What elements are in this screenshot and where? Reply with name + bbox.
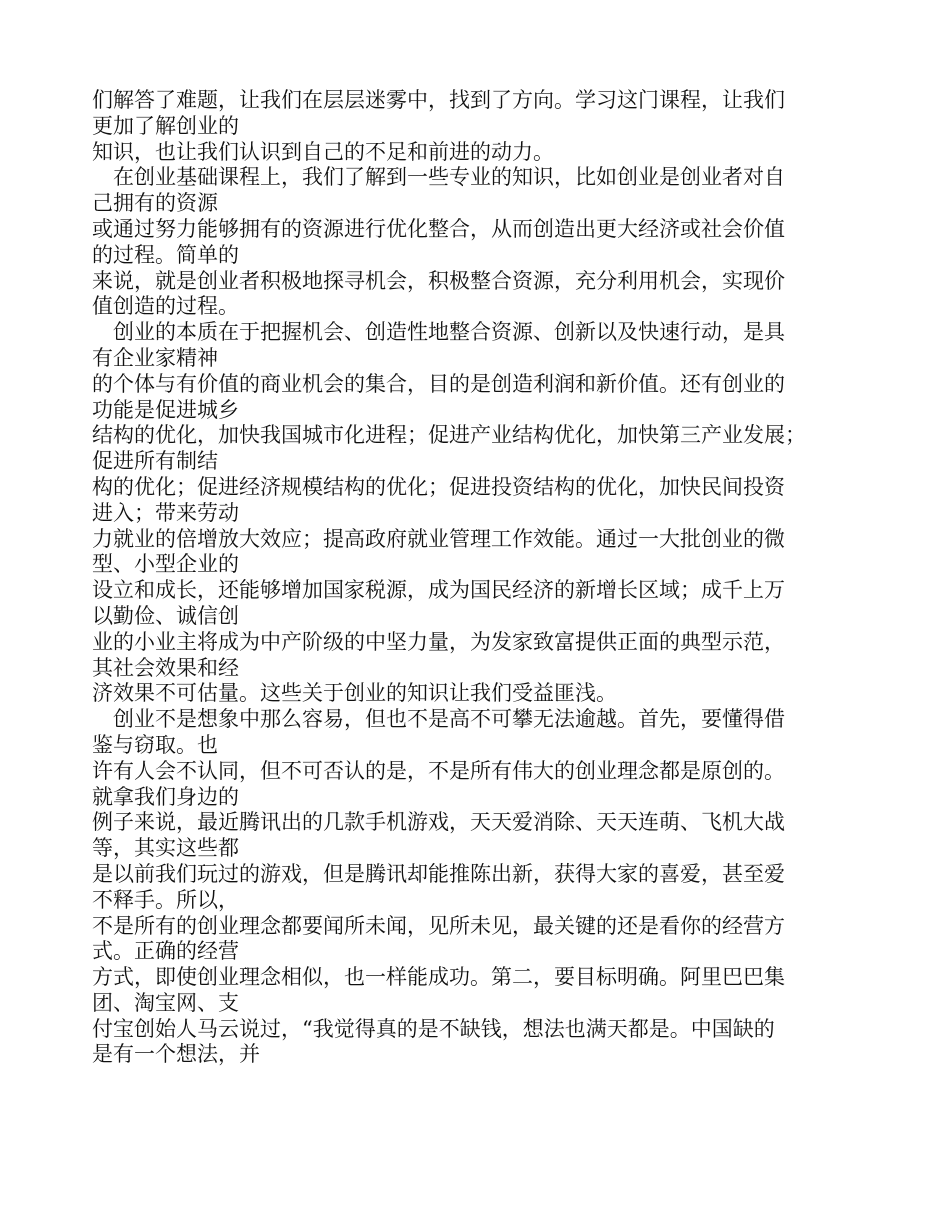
text-line: 方式，即使创业理念相似，也一样能成功。第二，要目标明确。阿里巴巴集 (92, 965, 785, 990)
text-line: 来说，就是创业者积极地探寻机会，积极整合资源，充分利用机会，实现价 (92, 268, 785, 293)
text-line: 鉴与窃取。也 (92, 732, 218, 757)
text-line: 团、淘宝网、支 (92, 990, 239, 1015)
text-line: 功能是促进城乡 (92, 397, 239, 422)
text-line: 在创业基础课程上，我们了解到一些专业的知识，比如创业是创业者对自 (92, 165, 785, 190)
text-line: 创业不是想象中那么容易，但也不是高不可攀无法逾越。首先，要懂得借 (92, 707, 785, 732)
text-line: 业的小业主将成为中产阶级的中坚力量，为发家致富提供正面的典型示范， (92, 629, 785, 654)
text-line: 等，其实这些都 (92, 836, 239, 861)
text-line: 设立和成长，还能够增加国家税源，成为国民经济的新增长区域；成千上万 (92, 578, 785, 603)
text-line: 许有人会不认同，但不可否认的是，不是所有伟大的创业理念都是原创的。 (92, 758, 785, 783)
text-line: 创业的本质在于把握机会、创造性地整合资源、创新以及快速行动，是具 (92, 320, 785, 345)
text-line: 构的优化；促进经济规模结构的优化；促进投资结构的优化，加快民间投资 (92, 474, 785, 499)
text-line: 的个体与有价值的商业机会的集合，目的是创造利润和新价值。还有创业的 (92, 371, 785, 396)
text-line: 有企业家精神 (92, 345, 218, 370)
text-line: 己拥有的资源 (92, 191, 218, 216)
text-line: 们解答了难题，让我们在层层迷雾中，找到了方向。学习这门课程，让我们 (92, 88, 785, 112)
text-line: 例子来说，最近腾讯出的几款手机游戏，天天爱消除、天天连萌、飞机大战 (92, 810, 785, 835)
text-line: 是有一个想法，并 (92, 1042, 260, 1067)
text-line: 就拿我们身边的 (92, 784, 239, 809)
text-line: 式。正确的经营 (92, 939, 239, 964)
text-line: 结构的优化，加快我国城市化进程；促进产业结构优化，加快第三产业发展； (92, 423, 806, 448)
text-line: 的过程。简单的 (92, 242, 239, 267)
text-line: 更加了解创业的 (92, 113, 239, 138)
text-line: 其社会效果和经 (92, 655, 239, 680)
body-text (92, 88, 872, 1068)
text-line: 不释手。所以， (92, 887, 239, 912)
text-line: 以勤俭、诚信创 (92, 603, 239, 628)
text-line: 促进所有制结 (92, 449, 218, 474)
text-line: 不是所有的创业理念都要闻所未闻，见所未见，最关键的还是看你的经营方 (92, 913, 785, 938)
text-line: 型、小型企业的 (92, 552, 239, 577)
text-line: 济效果不可估量。这些关于创业的知识让我们受益匪浅。 (92, 681, 617, 706)
text-line: 值创造的过程。 (92, 294, 239, 319)
text-line: 付宝创始人马云说过，“我觉得真的是不缺钱，想法也满天都是。中国缺的 (92, 1016, 775, 1041)
text-line: 力就业的倍增放大效应；提高政府就业管理工作效能。通过一大批创业的微 (92, 526, 785, 551)
text-line: 或通过努力能够拥有的资源进行优化整合，从而创造出更大经济或社会价值 (92, 216, 785, 241)
text-line: 进入；带来劳动 (92, 500, 239, 525)
text-line: 知识，也让我们认识到自己的不足和前进的动力。 (92, 139, 554, 164)
text-line: 是以前我们玩过的游戏，但是腾讯却能推陈出新，获得大家的喜爱，甚至爱 (92, 861, 785, 886)
